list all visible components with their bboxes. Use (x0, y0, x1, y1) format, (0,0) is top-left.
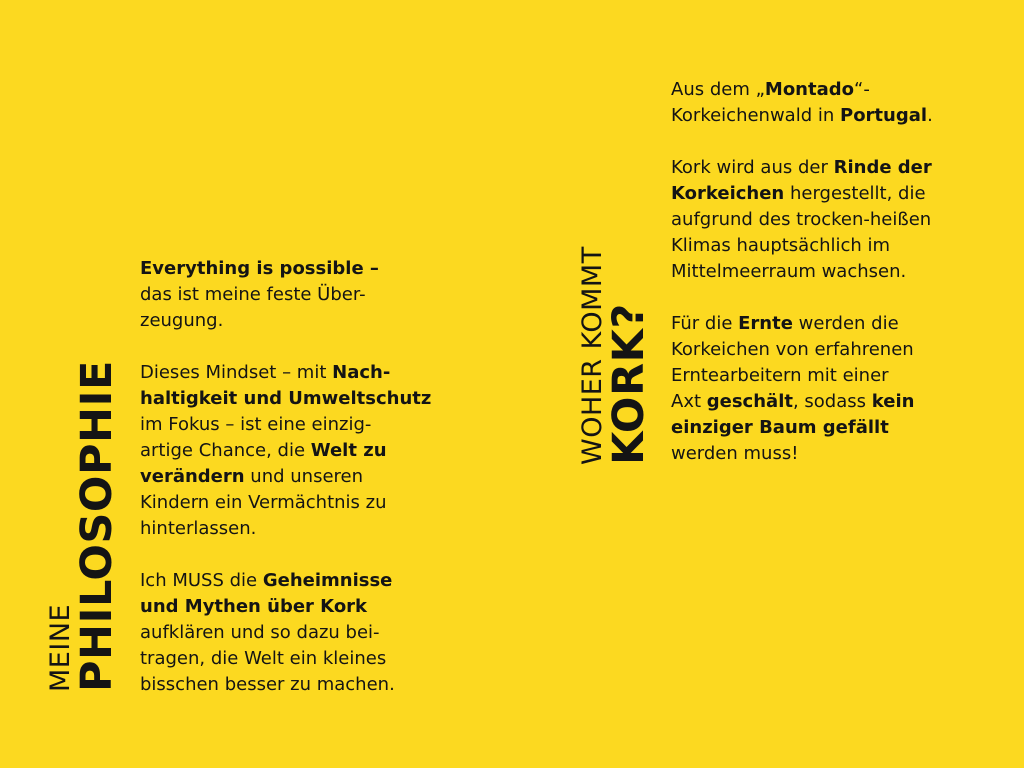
cork-origin-text (671, 77, 991, 467)
philosophy-p1-line3: zeugung. (140, 310, 224, 331)
philosophy-p3-line3: aufklären und so dazu bei- (140, 622, 380, 643)
philosophy-p2-line3: im Fokus – ist eine einzig- (140, 414, 372, 435)
philosophy-paragraph-3 (140, 568, 440, 698)
cork-p3-line2: Korkeichen von erfahrenen (671, 339, 914, 360)
cork-paragraph-2 (671, 155, 991, 285)
cork-p1-line2c: . (927, 105, 933, 126)
philosophy-paragraph-2 (140, 360, 440, 542)
philosophy-p2-line4b: Welt zu (310, 440, 387, 461)
cork-p3-line6: werden muss! (671, 443, 799, 464)
philosophy-p3-line2: und Mythen über Kork (140, 596, 368, 617)
philosophy-title-line1: MEINE (45, 603, 76, 692)
philosophy-p2-line1b: Nach- (332, 362, 391, 383)
cork-p1-line1b: Montado (764, 79, 855, 100)
philosophy-p2-line5a: und unseren (244, 466, 364, 487)
cork-p1-line2b: Portugal (840, 105, 928, 126)
cork-p3-line1c: werden die (792, 313, 899, 334)
cork-origin-title (577, 225, 654, 465)
philosophy-p1-line1: Everything is possible – (140, 258, 379, 279)
cork-paragraph-3 (671, 311, 991, 467)
philosophy-title (45, 332, 122, 692)
cork-p2-line2a: hergestellt, die (784, 183, 926, 204)
cork-p2-line4: Klimas hauptsächlich im (671, 235, 891, 256)
cork-p2-line1a: Kork wird aus der (671, 157, 834, 178)
philosophy-text (140, 256, 440, 698)
cork-p2-line5: Mittelmeerraum wachsen. (671, 261, 907, 282)
philosophy-title-line2: PHILOSOPHIE (72, 360, 122, 692)
philosophy-p2-line6: Kindern ein Vermächtnis zu (140, 492, 387, 513)
philosophy-p1-line2: das ist meine feste Über- (140, 284, 366, 305)
cork-p3-line4a: Axt (671, 391, 707, 412)
cork-origin-title-line1: WOHER KOMMT (577, 246, 608, 465)
cork-origin-title-line2: KORK? (604, 303, 654, 465)
cork-p3-line5b: einziger Baum gefällt (671, 417, 889, 438)
cork-p2-line2b: Korkeichen (671, 183, 785, 204)
cork-p3-line1a: Für die (671, 313, 739, 334)
philosophy-p2-line4a: artige Chance, die (140, 440, 311, 461)
cork-p3-line4b: geschält (706, 391, 793, 412)
philosophy-p2-line5b: verändern (140, 466, 245, 487)
cork-p2-line1b: Rinde der (833, 157, 932, 178)
cork-p3-line4d: kein (871, 391, 915, 412)
cork-p3-line4c: , sodass (792, 391, 872, 412)
cork-p1-line1c: “- (854, 79, 870, 100)
cork-p1-line1a: Aus dem „ (671, 79, 765, 100)
philosophy-p3-line1a: Ich MUSS die (140, 570, 263, 591)
cork-paragraph-1 (671, 77, 991, 129)
cork-p3-line1b: Ernte (738, 313, 793, 334)
philosophy-p3-line1b: Geheimnisse (262, 570, 393, 591)
philosophy-p2-line1a: Dieses Mindset – mit (140, 362, 333, 383)
philosophy-paragraph-1 (140, 256, 440, 334)
philosophy-p3-line4: tragen, die Welt ein kleines (140, 648, 387, 669)
philosophy-p2-line2: haltigkeit und Umweltschutz (140, 388, 432, 409)
cork-p3-line3: Erntearbeitern mit einer (671, 365, 889, 386)
philosophy-p3-line5: bisschen besser zu machen. (140, 674, 395, 695)
cork-p2-line3: aufgrund des trocken-heißen (671, 209, 932, 230)
philosophy-p2-line7: hinterlassen. (140, 518, 257, 539)
cork-p1-line2a: Korkeichenwald in (671, 105, 840, 126)
